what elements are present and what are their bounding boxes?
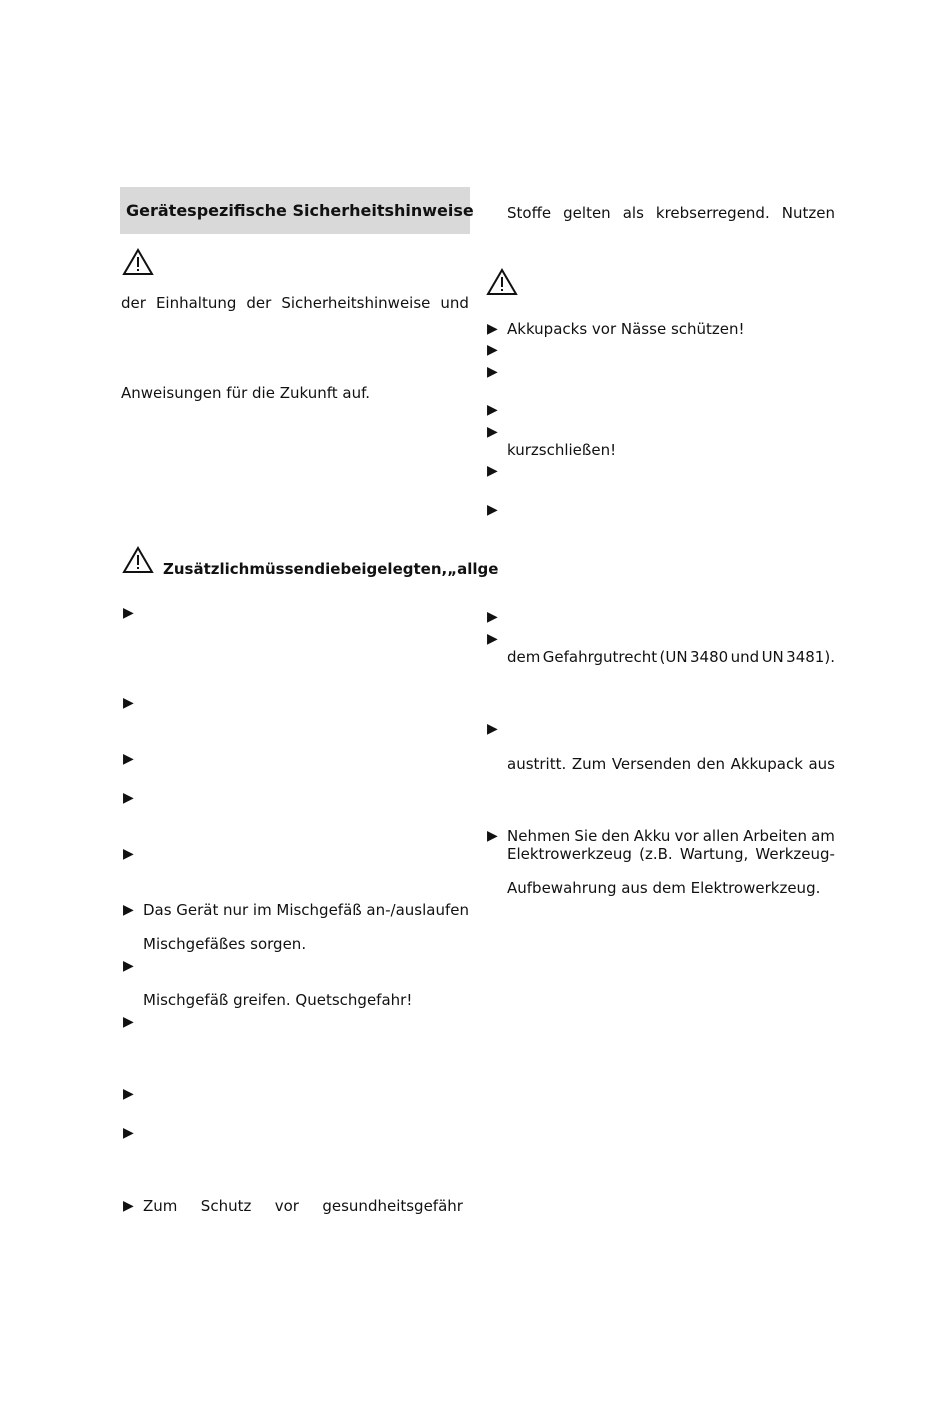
instructions-paragraph: Anweisungen für die Zukunft auf. bbox=[121, 384, 371, 402]
remove-battery-line-3: Aufbewahrung aus dem Elektrowerkzeug. bbox=[507, 879, 821, 897]
short-circuit-text: kurzschließen! bbox=[507, 441, 617, 459]
bullet-icon: ▶ bbox=[487, 364, 498, 380]
bullet-protect-from-moisture: Akkupacks vor Nässe schützen! bbox=[507, 320, 745, 338]
bullet-icon: ▶ bbox=[123, 1086, 134, 1102]
bullet-icon: ▶ bbox=[487, 342, 498, 358]
bullet-icon: ▶ bbox=[123, 790, 134, 806]
carcinogenic-line: Stoffe gelten als krebserregend. Nutzen bbox=[507, 204, 835, 222]
bullet-icon: ▶ bbox=[123, 605, 134, 621]
bullet-icon: ▶ bbox=[487, 502, 498, 518]
bullet-grip-continuation: Mischgefäß greifen. Quetschgefahr! bbox=[143, 991, 413, 1009]
bullet-icon: ▶ bbox=[123, 846, 134, 862]
bullet-icon: ▶ bbox=[123, 751, 134, 767]
bullet-protection-text: Zum Schutz vor gesundheitsgefähr bbox=[143, 1197, 463, 1215]
hazardous-goods-line: dem Gefahrgutrecht (UN 3480 und UN 3481). bbox=[507, 648, 835, 666]
bullet-icon: ▶ bbox=[487, 609, 498, 625]
bullet-icon: ▶ bbox=[123, 1014, 134, 1030]
bullet-icon: ▶ bbox=[487, 828, 498, 844]
additional-warning-text: Zusätzlich müssen die beigelegten, „allge bbox=[163, 560, 499, 578]
bullet-icon: ▶ bbox=[487, 321, 498, 337]
bullet-icon: ▶ bbox=[487, 631, 498, 647]
bullet-icon: ▶ bbox=[123, 1125, 134, 1141]
remove-battery-line-1: Nehmen Sie den Akku vor allen Arbeiten am bbox=[507, 827, 835, 845]
section-header: Gerätespezifische Sicherheitshinweise bbox=[126, 201, 474, 220]
bullet-mixing-vessel-text: Das Gerät nur im Mischgefäß an-/auslaufen bbox=[143, 901, 469, 919]
bullet-icon: ▶ bbox=[487, 721, 498, 737]
warning-triangle-icon bbox=[486, 268, 518, 296]
bullet-icon: ▶ bbox=[487, 463, 498, 479]
warning-triangle-icon bbox=[122, 546, 154, 574]
bullet-icon: ▶ bbox=[123, 1198, 134, 1214]
intro-paragraph-line: der Einhaltung der Sicherheitshinweise und bbox=[121, 294, 469, 312]
bullet-icon: ▶ bbox=[487, 402, 498, 418]
bullet-icon: ▶ bbox=[123, 958, 134, 974]
warning-triangle-icon bbox=[122, 248, 154, 276]
bullet-icon: ▶ bbox=[123, 695, 134, 711]
remove-battery-line-2: Elektrowerkzeug (z.B. Wartung, Werkzeug- bbox=[507, 845, 835, 863]
shipping-line: austritt. Zum Versenden den Akkupack aus bbox=[507, 755, 835, 773]
bullet-icon: ▶ bbox=[123, 902, 134, 918]
bullet-mixing-vessel-continuation: Mischgefäßes sorgen. bbox=[143, 935, 307, 953]
bullet-icon: ▶ bbox=[487, 424, 498, 440]
